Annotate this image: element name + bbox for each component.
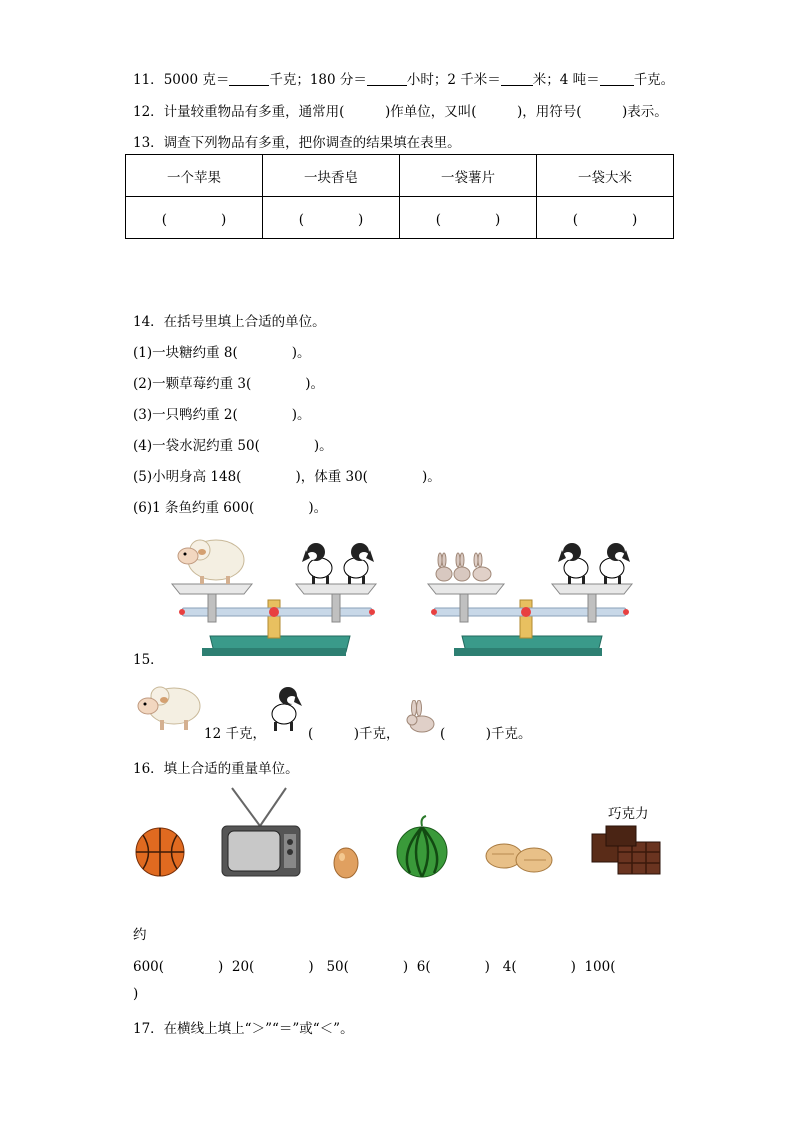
table-header-cell: 一个苹果 xyxy=(126,155,263,197)
balance-scale-right xyxy=(420,528,650,660)
q14-item: (6)1 条鱼约重 600( )。 xyxy=(133,500,328,516)
rabbit-icon xyxy=(436,553,452,581)
rabbit-weight-blank[interactable]: ( )千克。 xyxy=(440,726,532,742)
q16-title: 16．填上合适的重量单位。 xyxy=(133,761,299,777)
dog-icon xyxy=(302,543,332,584)
dog-icon xyxy=(600,543,630,584)
dog-icon xyxy=(262,684,306,732)
q16-answers-end: ) xyxy=(133,986,139,1002)
q11-blank-3[interactable] xyxy=(501,71,533,86)
q14-item: (2)一颗草莓约重 3( )。 xyxy=(133,376,325,392)
balance-scale-left xyxy=(160,528,390,660)
q11-blank-4[interactable] xyxy=(600,71,634,86)
table-row xyxy=(126,197,674,239)
peanut-icon xyxy=(484,840,554,876)
q14-item: (5)小明身高 148( )，体重 30( )。 xyxy=(133,469,441,485)
television-icon xyxy=(220,786,302,880)
q16-answers[interactable]: 600( ) 20( ) 50( ) 6( ) 4( ) 100( xyxy=(133,959,616,975)
rabbit-icon xyxy=(454,553,470,581)
q14-item: (1)一块糖约重 8( )。 xyxy=(133,345,311,361)
dog-weight-blank[interactable]: ( )千克， xyxy=(308,726,400,742)
egg-icon xyxy=(332,844,360,880)
answer-cell[interactable]: ( ) xyxy=(400,197,537,239)
q15-number: 15． xyxy=(133,652,164,668)
sheep-icon xyxy=(178,540,244,584)
answer-cell[interactable]: ( ) xyxy=(126,197,263,239)
q11-line: 11．5000 克＝ 千克；180 分＝ 小时；2 千米＝ 米；4 吨＝ 千克。 xyxy=(133,72,675,88)
table-header-row xyxy=(126,155,674,197)
q13-title: 13．调查下列物品有多重，把你调查的结果填在表里。 xyxy=(133,135,461,151)
q11-blank-1[interactable] xyxy=(229,71,269,86)
answer-cell[interactable]: ( ) xyxy=(537,197,674,239)
survey-table xyxy=(125,154,674,239)
table-header-cell: 一袋薯片 xyxy=(400,155,537,197)
table-header-cell: 一块香皂 xyxy=(263,155,400,197)
rabbit-icon xyxy=(402,700,438,734)
q14-item: (3)一只鸭约重 2( )。 xyxy=(133,407,311,423)
q12-line: 12．计量较重物品有多重，通常用( )作单位，又叫( )，用符号( )表示。 xyxy=(133,104,668,120)
sheep-weight: 12 千克， xyxy=(204,726,266,742)
rabbit-icon xyxy=(473,553,491,581)
q14-title: 14．在括号里填上合适的单位。 xyxy=(133,314,326,330)
dog-icon xyxy=(344,543,374,584)
q14-item: (4)一袋水泥约重 50( )。 xyxy=(133,438,333,454)
q16-approx: 约 xyxy=(133,927,147,943)
dog-icon xyxy=(558,543,588,584)
q17-line: 17．在横线上填上“＞”“＝”或“＜”。 xyxy=(133,1021,354,1037)
answer-cell[interactable]: ( ) xyxy=(263,197,400,239)
chocolate-label: 巧克力 xyxy=(608,806,649,822)
q11-blank-2[interactable] xyxy=(367,71,407,86)
table-header-cell: 一袋大米 xyxy=(537,155,674,197)
chocolate-icon xyxy=(588,822,664,878)
sheep-icon xyxy=(134,680,204,734)
basketball-icon xyxy=(134,826,186,878)
watermelon-icon xyxy=(396,812,448,880)
q11-number: 11． xyxy=(133,72,164,88)
